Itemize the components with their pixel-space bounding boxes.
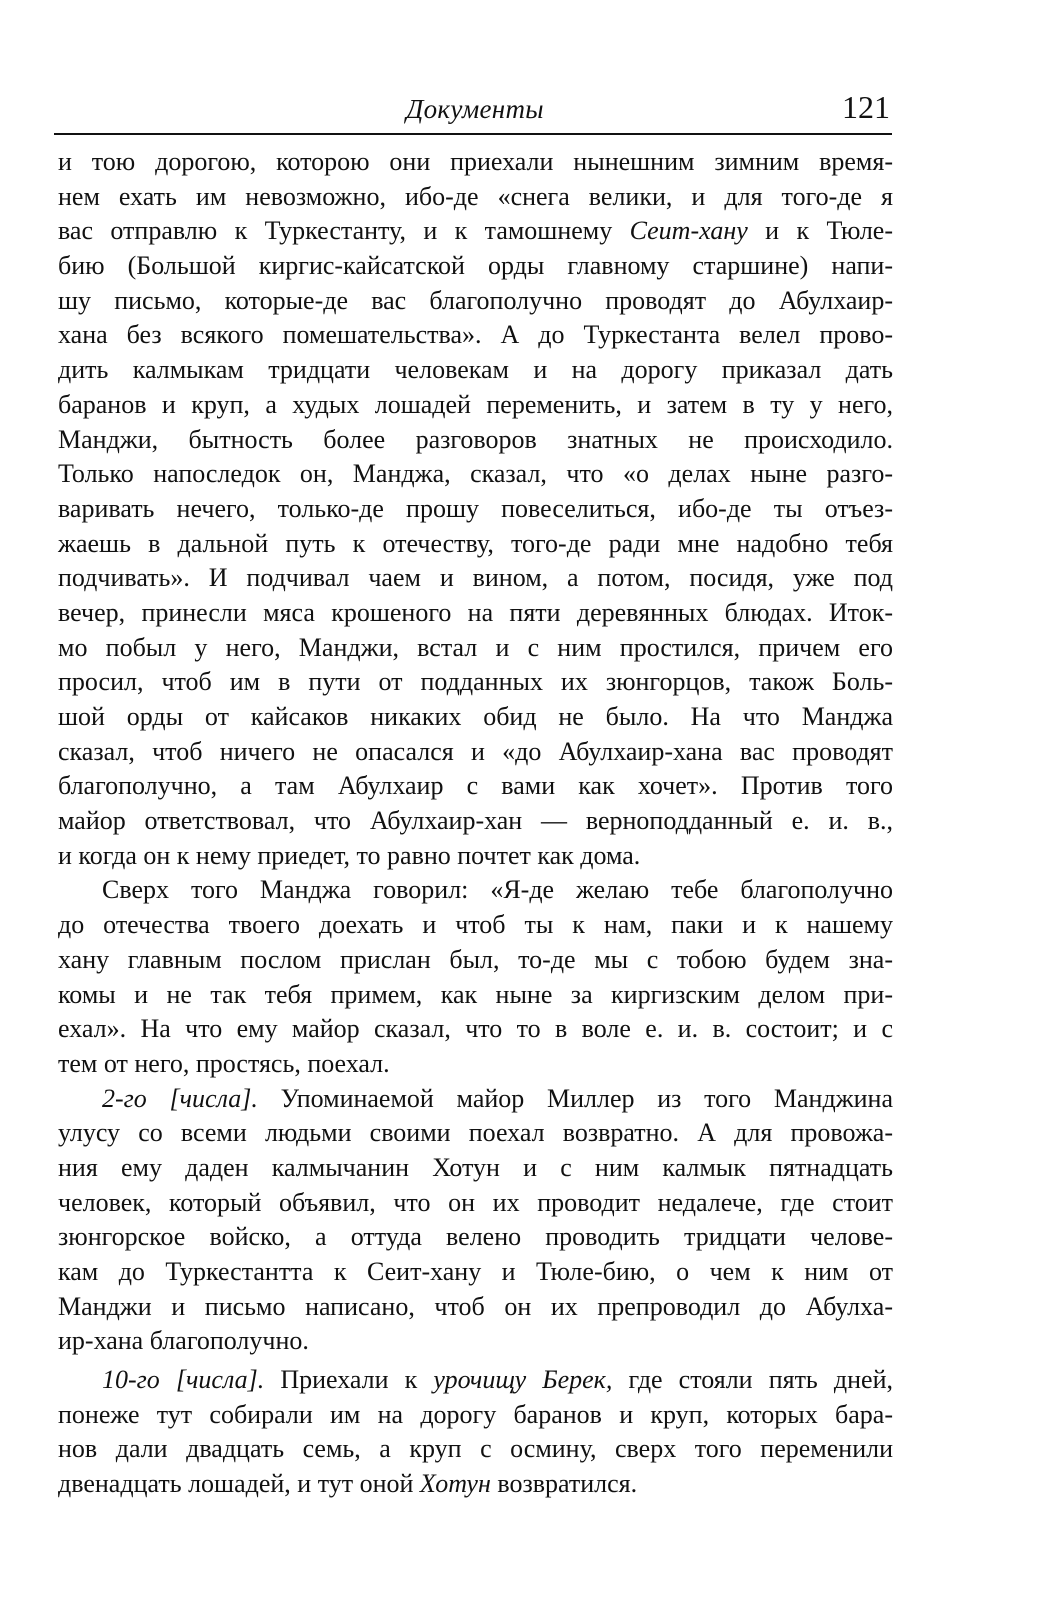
text-line: нем ехать им невозможно, ибо-де «снега велики, и для того-де я — [58, 181, 893, 211]
text-line: до отечества твоего доехать и чтоб ты к нам, паки и к нашему — [58, 910, 893, 940]
text-line: Манджи и письмо написано, чтоб он их препроводил до Абулха- — [58, 1291, 893, 1321]
text-line: и когда он к нему приедет, то равно почтет как дома. — [58, 840, 641, 870]
body-text — [58, 145, 893, 1502]
text-line: подчивать». И подчивал чаем и вином, а потом, посидя, уже под — [58, 563, 893, 593]
running-header — [58, 86, 892, 130]
text-line: понеже тут собирали им на дорогу баранов и круп, которых бара- — [58, 1399, 893, 1429]
text-line: благополучно, а там Абулхаир с вами как хочет». Против того — [58, 771, 893, 801]
header-rule — [54, 133, 892, 135]
text-line: вас отправлю к Туркестанту, и к тамошнему Сеит-хану и к Тюле- — [58, 216, 893, 246]
text-line: шу письмо, которые-де вас благополучно проводят до Абулхаир- — [58, 285, 893, 315]
text-line: человек, который объявил, что он их проводит недалече, где стоит — [58, 1187, 893, 1217]
italic-date: 2-го [числа]. — [102, 1083, 258, 1113]
text-line: 10-го [числа]. Приехали к урочищу Берек, где стояли пять дней, — [102, 1365, 893, 1395]
text-line: тем от него, простясь, поехал. — [58, 1048, 390, 1078]
text-line: бию (Большой киргис-кайсатской орды главному старшине) напи- — [58, 251, 893, 281]
text-line: ир-хана благополучно. — [58, 1326, 309, 1356]
text-line: хану главным послом прислан был, то-де мы с тобою будем зна- — [58, 944, 893, 974]
text-line: зюнгорское войско, а оттуда велено проводить тридцати челове- — [58, 1222, 893, 1252]
italic-place: урочищу Берек, — [433, 1365, 613, 1395]
text-line: майор ответствовал, что Абулхаир-хан — верноподданный е. и. в., — [58, 806, 893, 836]
text-line: Сверх того Манджа говорил: «Я-де желаю тебе благополучно — [102, 875, 893, 905]
text-line: дить калмыкам тридцати человекам и на дорогу приказал дать — [58, 355, 893, 385]
text-line: Только напоследок он, Манджа, сказал, что «о делах ныне разго- — [58, 459, 893, 489]
text-line: нов дали двадцать семь, а круп с осмину, сверх того переменили — [58, 1434, 893, 1464]
text-line: просил, чтоб им в пути от подданных их зюнгорцов, також Боль- — [58, 667, 893, 697]
running-header-title: Документы — [406, 94, 544, 124]
text-line: 2-го [числа]. Упоминаемой майор Миллер из того Манджина — [102, 1083, 894, 1113]
text-line: Манджи, бытность более разговоров знатных не происходило. — [58, 424, 893, 454]
text-line: жаешь в дальной путь к отечеству, того-де ради мне надобно тебя — [58, 528, 893, 558]
text-line: и тою дорогою, которою они приехали нынешним зимним время- — [58, 147, 893, 176]
italic-date: 10-го [числа]. — [102, 1365, 265, 1395]
text-line: сказал, чтоб ничего не опасался и «до Абулхаир-хана вас проводят — [58, 736, 893, 766]
text-line: кам до Туркестантта к Сеит-хану и Тюле-бию, о чем к ним от — [58, 1257, 893, 1286]
text-line: ния ему даден калмычанин Хотун и с ним калмык пятнадцать — [58, 1152, 893, 1182]
text-line: варивать нечего, только-де прошу повеселиться, ибо-де ты отъез- — [58, 493, 893, 523]
text-line: вечер, принесли мяса крошеного на пяти деревянных блюдах. Иток- — [58, 597, 893, 627]
text-line: двенадцать лошадей, и тут оной Хотун возвратился. — [58, 1469, 638, 1499]
text-line: комы и не так тебя примем, как ныне за киргизским делом при- — [58, 979, 893, 1009]
text-line: мо побыл у него, Манджи, встал и с ним простился, причем его — [58, 632, 893, 662]
text-line: шой орды от кайсаков никаких обид не было. На что Манджа — [58, 702, 893, 731]
page-number: 121 — [842, 89, 890, 125]
text-line: хана без всякого помешательства». А до Туркестанта велел прово- — [58, 320, 893, 350]
text-line: ехал». На что ему майор сказал, что то в воле е. и. в. состоит; и с — [58, 1014, 893, 1044]
italic-name: Хотун — [419, 1469, 491, 1499]
text-line: баранов и круп, а худых лошадей переменить, и затем в ту у него, — [58, 389, 893, 419]
text-line: улусу со всеми людьми своими поехал возвратно. А для провожа- — [58, 1118, 893, 1148]
italic-name: Сеит-хану — [629, 216, 748, 246]
